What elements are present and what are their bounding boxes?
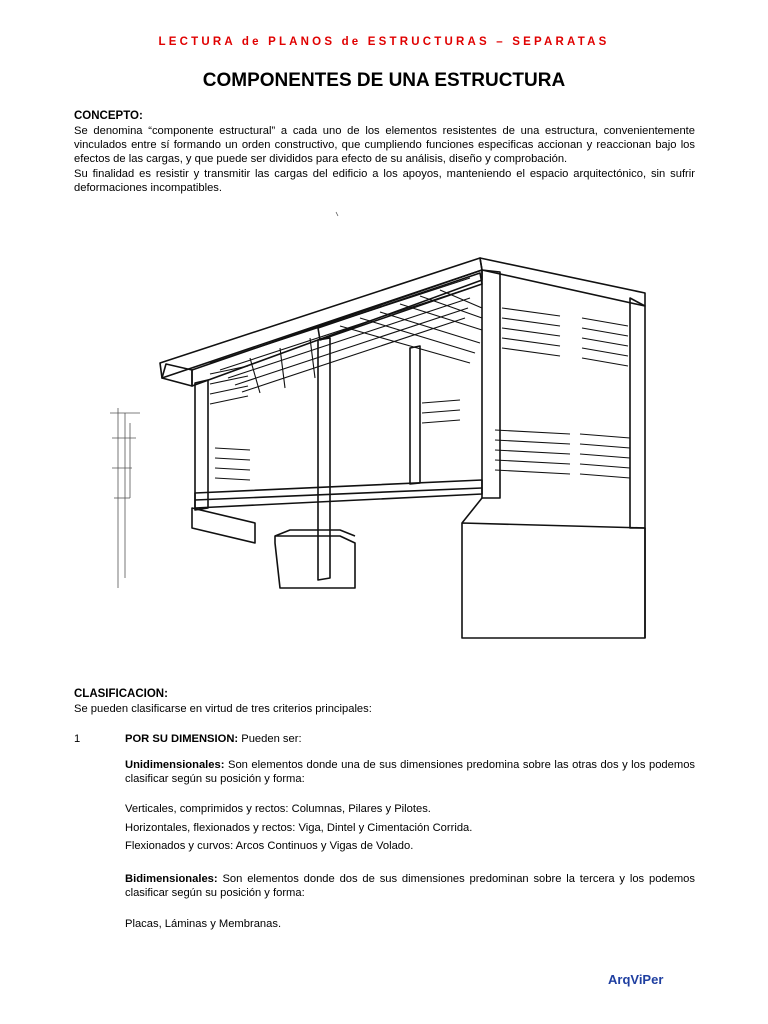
- footer-brand: ArqViPer: [608, 972, 664, 987]
- bidimensional-title: Bidimensionales:: [125, 873, 218, 885]
- page-title: COMPONENTES DE UNA ESTRUCTURA: [202, 70, 566, 91]
- structure-illustration: [70, 198, 695, 653]
- clasificacion-label: CLASIFICACION:: [74, 688, 168, 700]
- bidimensional-item-1: Placas, Láminas y Membranas.: [125, 918, 282, 930]
- bidimensional-text: Son elementos donde dos de sus dimensiones predominan sobre la tercera y los podemos clasificar según su posición y forma:: [125, 873, 695, 899]
- item-heading: [125, 732, 302, 746]
- unidimensional-title: Unidimensionales:: [125, 759, 225, 771]
- unidimensional-item-1: Verticales, comprimidos y rectos: Columnas, Pilares y Pilotes.: [125, 803, 431, 815]
- document-header: LECTURA de PLANOS de ESTRUCTURAS – SEPARATAS: [158, 36, 610, 48]
- unidimensional-item-2: Horizontales, flexionados y rectos: Viga, Dintel y Cimentación Corrida.: [125, 822, 473, 834]
- clasificacion-intro: Se pueden clasificarse en virtud de tres criterios principales:: [74, 703, 372, 715]
- item-number: 1: [74, 733, 81, 745]
- unidimensional-paragraph: [125, 758, 695, 786]
- item-suffix: Pueden ser:: [241, 733, 302, 745]
- concepto-paragraph-2: Su finalidad es resistir y transmitir las cargas del edificio a los apoyos, manteniendo el espacio arquitectónico, sin sufrir deformaciones incompatibles.: [74, 168, 695, 194]
- unidimensional-item-3: Flexionados y curvos: Arcos Continuos y Vigas de Volado.: [125, 840, 414, 852]
- unidimensional-text: Son elementos donde una de sus dimensiones predomina sobre las otras dos y los podemos clasificar según su posición y forma:: [125, 759, 696, 785]
- concepto-label: CONCEPTO:: [74, 110, 143, 122]
- concepto-paragraph-1: Se denomina “componente estructural” a cada uno de los elementos resistentes de una estructura, convenientemente vinculados entre sí formando un orden constructivo, que cumpliendo funciones especificas accionan y reaccionan bajo los efectos de las cargas, y que puede ser divididos para efecto de su análisis, diseño y comprobación.: [74, 125, 695, 165]
- bidimensional-paragraph: [125, 872, 695, 900]
- item-title: POR SU DIMENSION:: [125, 733, 239, 745]
